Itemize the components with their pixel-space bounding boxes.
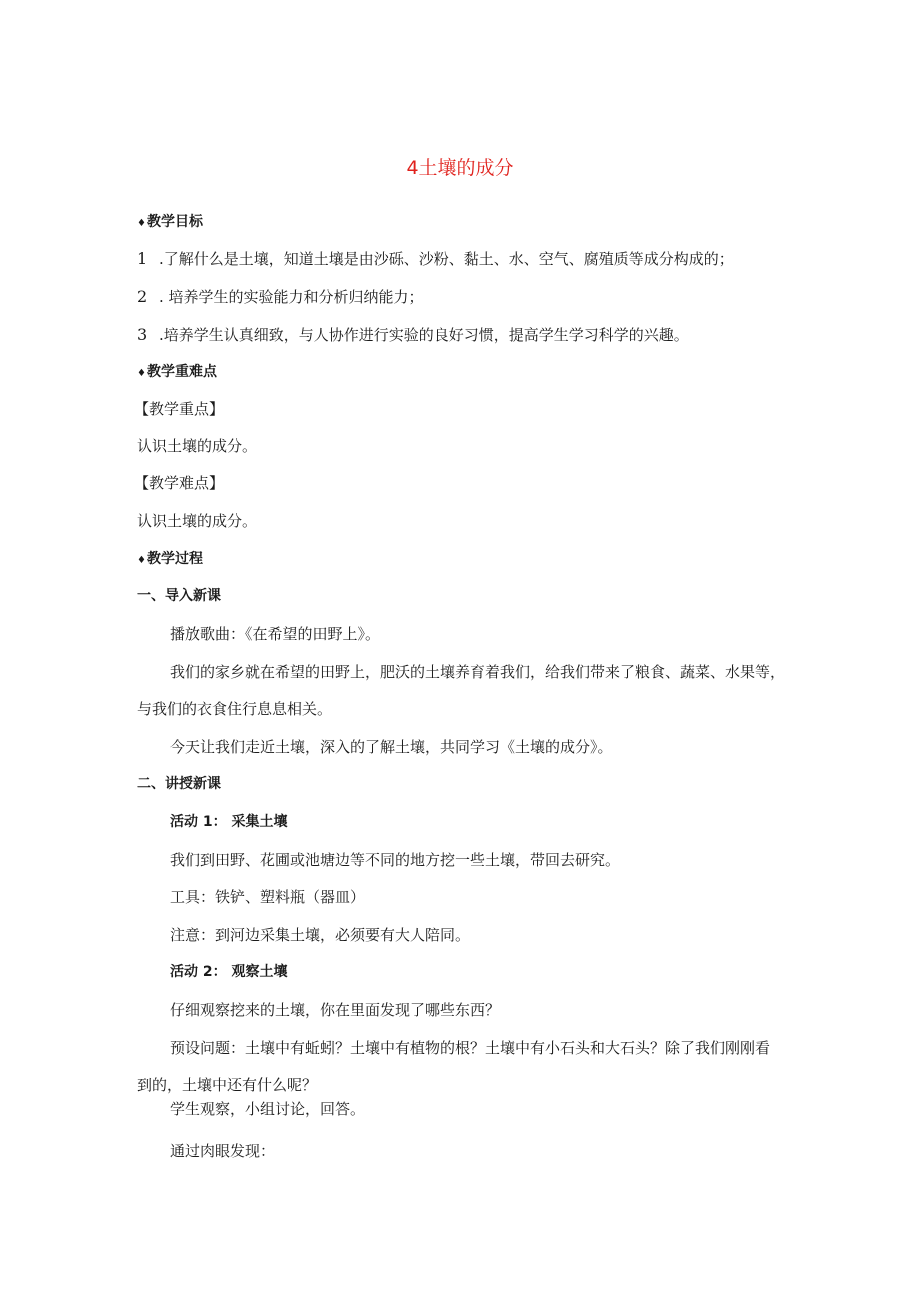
paragraph: 通过肉眼发现： — [170, 1142, 276, 1160]
paragraph-continued: 与我们的衣食住行息息相关。 — [137, 700, 333, 718]
goal-number: 2 — [137, 287, 148, 306]
section-heading-goals: ♦教学目标 — [137, 214, 203, 230]
paragraph-continued: 到的，土壤中还有什么呢？ — [137, 1076, 318, 1094]
paragraph: 学生观察，小组讨论，回答。 — [170, 1100, 366, 1118]
activity2-heading: 活动 2： 观察土壤 — [170, 964, 288, 980]
goal-text: . 培养学生的实验能力和分析归纳能力； — [159, 288, 424, 306]
goal-item — [137, 287, 424, 307]
section-heading-key-points: ♦教学重难点 — [137, 364, 217, 380]
focus-text: 认识土壤的成分。 — [137, 437, 258, 455]
page-title: 4土壤的成分 — [406, 157, 514, 179]
paragraph: 今天让我们走近土壤，深入的了解土壤，共同学习《土壤的成分》。 — [170, 738, 613, 756]
difficulty-text: 认识土壤的成分。 — [137, 512, 258, 530]
goal-text: .了解什么是土壤，知道土壤是由沙砾、沙粉、黏土、水、空气、腐殖质等成分构成的； — [159, 250, 734, 268]
goal-number: 3 — [137, 325, 148, 344]
bullet-icon: ♦ — [137, 218, 146, 229]
paragraph: 注意：到河边采集土壤，必须要有大人陪同。 — [170, 926, 471, 944]
paragraph: 我们的家乡就在希望的田野上，肥沃的土壤养育着我们，给我们带来了粮食、蔬菜、水果等， — [170, 663, 786, 681]
goal-item — [137, 325, 689, 345]
part1-heading: 一、导入新课 — [137, 588, 221, 604]
paragraph: 工具：铁铲、塑料瓶（器皿） — [170, 888, 366, 906]
difficulty-label: 【教学难点】 — [134, 474, 225, 492]
paragraph: 播放歌曲：《在希望的田野上》。 — [170, 625, 381, 643]
bullet-icon: ♦ — [137, 368, 146, 379]
part2-heading: 二、讲授新课 — [137, 776, 221, 792]
paragraph: 我们到田野、花圃或池塘边等不同的地方挖一些土壤，带回去研究。 — [170, 851, 621, 869]
goal-number: 1 — [137, 249, 148, 268]
section-heading-process: ♦教学过程 — [137, 551, 203, 567]
paragraph: 预设问题：土壤中有蚯蚓？土壤中有植物的根？土壤中有小石头和大石头？除了我们刚刚看 — [170, 1039, 771, 1057]
bullet-icon: ♦ — [137, 555, 146, 566]
goal-item — [137, 249, 734, 269]
activity1-heading: 活动 1： 采集土壤 — [170, 814, 288, 830]
goal-text: .培养学生认真细致，与人协作进行实验的良好习惯，提高学生学习科学的兴趣。 — [159, 326, 689, 344]
focus-label: 【教学重点】 — [134, 400, 225, 418]
paragraph: 仔细观察挖来的土壤，你在里面发现了哪些东西？ — [170, 1001, 501, 1019]
